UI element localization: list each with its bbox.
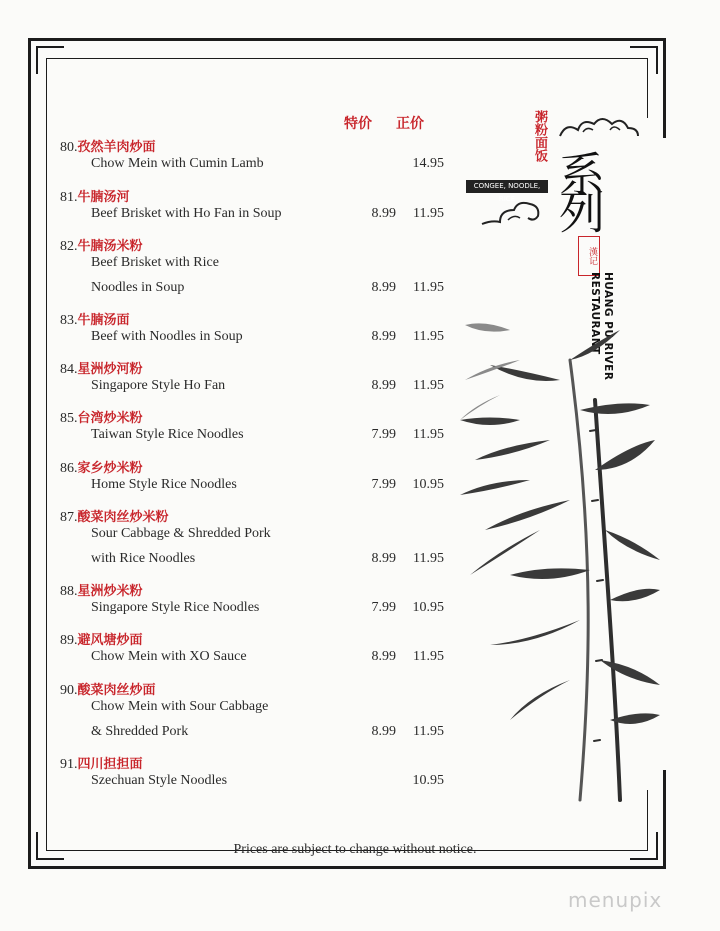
- cloud-icon: [555, 112, 645, 146]
- item-special-price: 7.99: [371, 427, 396, 442]
- item-en-name-line2: Noodles in Soup: [91, 280, 185, 295]
- item-en-name: Beef with Noodles in Soup: [91, 329, 243, 344]
- item-special-price: 8.99: [371, 378, 396, 393]
- item-zh-name: 83.牛腩汤面: [60, 313, 130, 328]
- item-special-price: 8.99: [371, 649, 396, 664]
- item-special-price: 8.99: [371, 551, 396, 566]
- item-special-price: 8.99: [371, 206, 396, 221]
- logo-english-name: HUANG PU RIVER RESTAURANT: [589, 272, 614, 381]
- logo-stamp: 漢记: [578, 236, 600, 276]
- item-en-name: Home Style Rice Noodles: [91, 477, 237, 492]
- item-regular-price: 11.95: [413, 649, 444, 664]
- item-en-name: Beef Brisket with Ho Fan in Soup: [91, 206, 282, 221]
- item-regular-price: 10.95: [412, 477, 444, 492]
- logo-tag: CONGEE, NOODLE, RICE: [466, 180, 548, 193]
- regular-price-header: 正价: [396, 116, 424, 132]
- bamboo-illustration: [420, 300, 665, 820]
- item-zh-name: 90.酸菜肉丝炒面: [60, 683, 156, 698]
- item-special-price: 7.99: [371, 600, 396, 615]
- item-en-name: Taiwan Style Rice Noodles: [91, 427, 244, 442]
- item-regular-price: 10.95: [412, 600, 444, 615]
- item-en-name-line2: & Shredded Pork: [91, 724, 189, 739]
- logo-calligraphy: 系列: [552, 150, 606, 226]
- item-en-name: Beef Brisket with Rice: [91, 255, 219, 270]
- item-en-name: Sour Cabbage & Shredded Pork: [91, 526, 271, 541]
- item-zh-name: 89.避风塘炒面: [60, 633, 143, 648]
- item-en-name: Szechuan Style Noodles: [91, 773, 228, 788]
- item-zh-name: 87.酸菜肉丝炒米粉: [60, 510, 169, 525]
- item-zh-name: 86.家乡炒米粉: [60, 461, 143, 476]
- logo-vertical-text: 粥粉面饭: [532, 110, 547, 162]
- item-en-name: Chow Mein with Sour Cabbage: [91, 699, 269, 714]
- item-zh-name: 80.孜然羊肉炒面: [60, 140, 156, 155]
- item-zh-name: 82.牛腩汤米粉: [60, 239, 143, 254]
- item-regular-price: 11.95: [413, 329, 444, 344]
- item-zh-name: 88.星洲炒米粉: [60, 584, 143, 599]
- item-regular-price: 11.95: [413, 378, 444, 393]
- item-regular-price: 11.95: [413, 724, 444, 739]
- price-notice: Prices are subject to change without notice.: [233, 842, 477, 857]
- item-regular-price: 11.95: [413, 551, 444, 566]
- item-en-name-line2: with Rice Noodles: [91, 551, 196, 566]
- item-regular-price: 10.95: [412, 773, 444, 788]
- item-zh-name: 91.四川担担面: [60, 757, 143, 772]
- item-regular-price: 14.95: [412, 156, 444, 171]
- item-zh-name: 85.台湾炒米粉: [60, 411, 143, 426]
- watermark: menupix: [568, 888, 663, 912]
- item-special-price: 8.99: [371, 329, 396, 344]
- item-en-name: Singapore Style Ho Fan: [91, 378, 226, 393]
- item-special-price: 8.99: [371, 280, 396, 295]
- item-en-name: Chow Mein with XO Sauce: [91, 649, 247, 664]
- item-en-name: Chow Mein with Cumin Lamb: [91, 156, 264, 171]
- item-regular-price: 11.95: [413, 280, 444, 295]
- item-special-price: 7.99: [371, 477, 396, 492]
- item-en-name: Singapore Style Rice Noodles: [91, 600, 260, 615]
- item-regular-price: 11.95: [413, 206, 444, 221]
- item-zh-name: 81.牛腩汤河: [60, 190, 130, 205]
- item-zh-name: 84.星洲炒河粉: [60, 362, 143, 377]
- special-price-header: 特价: [344, 116, 372, 132]
- item-special-price: 8.99: [371, 724, 396, 739]
- item-regular-price: 11.95: [413, 427, 444, 442]
